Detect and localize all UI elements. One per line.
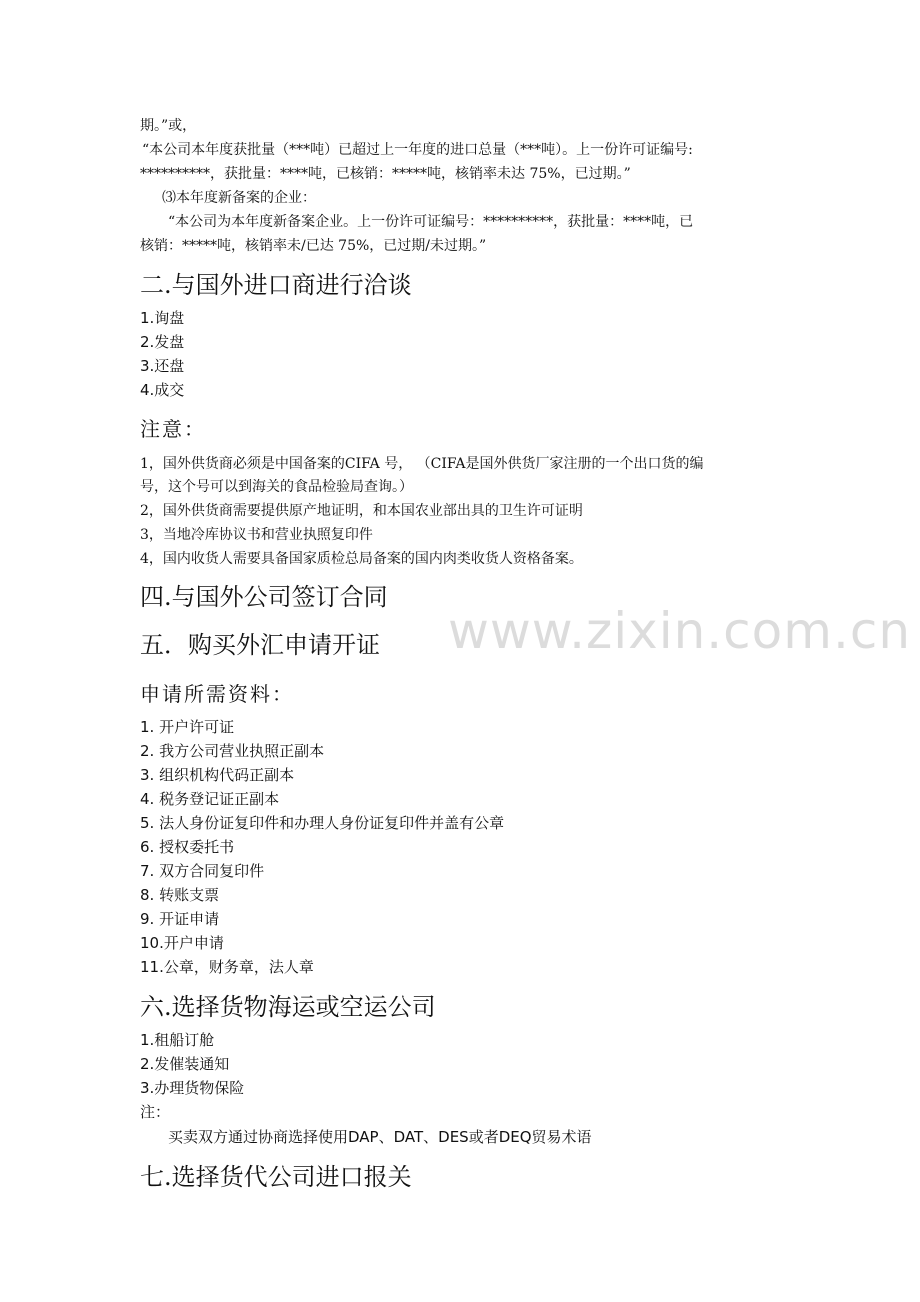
list-item: 5. 法人身份证复印件和办理人身份证复印件并盖有公章	[140, 814, 505, 832]
intro-line-3: **********，获批量：****吨，已核销：*****吨，核销率未达 75%，已过期。”	[140, 166, 631, 182]
list-item: 6. 授权委托书	[140, 838, 235, 856]
intro-line-6: 核销：*****吨，核销率未/已达 75%，已过期/未过期。”	[140, 238, 487, 254]
note-label: 注：	[140, 1103, 171, 1121]
list-item: 1.租船订舱	[140, 1031, 215, 1049]
list-item: 3.还盘	[140, 357, 185, 375]
list-item: 2.发盘	[140, 333, 185, 351]
section-6-heading: 六.选择货物海运或空运公司	[140, 993, 436, 1021]
note-line-3: 2，国外供货商需要提供原产地证明，和本国农业部出具的卫生许可证明	[140, 503, 583, 519]
list-item: 4. 税务登记证正副本	[140, 790, 280, 808]
list-item: 10.开户申请	[140, 934, 224, 952]
list-item: 8. 转账支票	[140, 886, 220, 904]
list-item: 9. 开证申请	[140, 910, 220, 928]
note-line-4: 3，当地冷库协议书和营业执照复印件	[140, 527, 373, 543]
section-2-heading: 二.与国外进口商进行洽谈	[140, 271, 412, 299]
intro-line-2: “本公司本年度获批量（***吨）已超过上一年度的进口总量（***吨）。上一份许可证编号:	[142, 142, 693, 158]
intro-line-4: ⑶本年度新备案的企业：	[162, 190, 316, 206]
note-text: 买卖双方通过协商选择使用DAP、DAT、DES或者DEQ贸易术语	[168, 1128, 592, 1146]
intro-line-5: “本公司为本年度新备案企业。上一份许可证编号：**********，获批量：****吨，已	[168, 214, 694, 230]
intro-line-1: 期。”或，	[140, 118, 197, 134]
list-item: 3. 组织机构代码正副本	[140, 766, 295, 784]
list-item: 3.办理货物保险	[140, 1079, 245, 1097]
note-heading: 注意：	[140, 417, 206, 441]
section-5-heading: 五．购买外汇申请开证	[140, 631, 380, 659]
list-item: 2.发催装通知	[140, 1055, 230, 1073]
note-line-5: 4，国内收货人需要具备国家质检总局备案的国内肉类收货人资格备案。	[140, 551, 583, 567]
list-item: 11.公章，财务章，法人章	[140, 958, 314, 976]
materials-heading: 申请所需资料：	[140, 682, 294, 706]
list-item: 1.询盘	[140, 309, 185, 327]
list-item: 7. 双方合同复印件	[140, 862, 265, 880]
list-item: 1. 开户许可证	[140, 718, 235, 736]
section-7-heading: 七.选择货代公司进口报关	[140, 1163, 412, 1191]
list-item: 2. 我方公司营业执照正副本	[140, 742, 325, 760]
note-line-1: 1，国外供货商必须是中国备案的CIFA 号， （CIFA是国外供货厂家注册的一个出口货的编	[140, 456, 704, 472]
note-line-2: 号，这个号可以到海关的食品检验局查询。）	[140, 479, 413, 495]
watermark: www.zixin.com.cn	[448, 602, 912, 660]
list-item: 4.成交	[140, 381, 185, 399]
section-4-heading: 四.与国外公司签订合同	[140, 583, 388, 611]
